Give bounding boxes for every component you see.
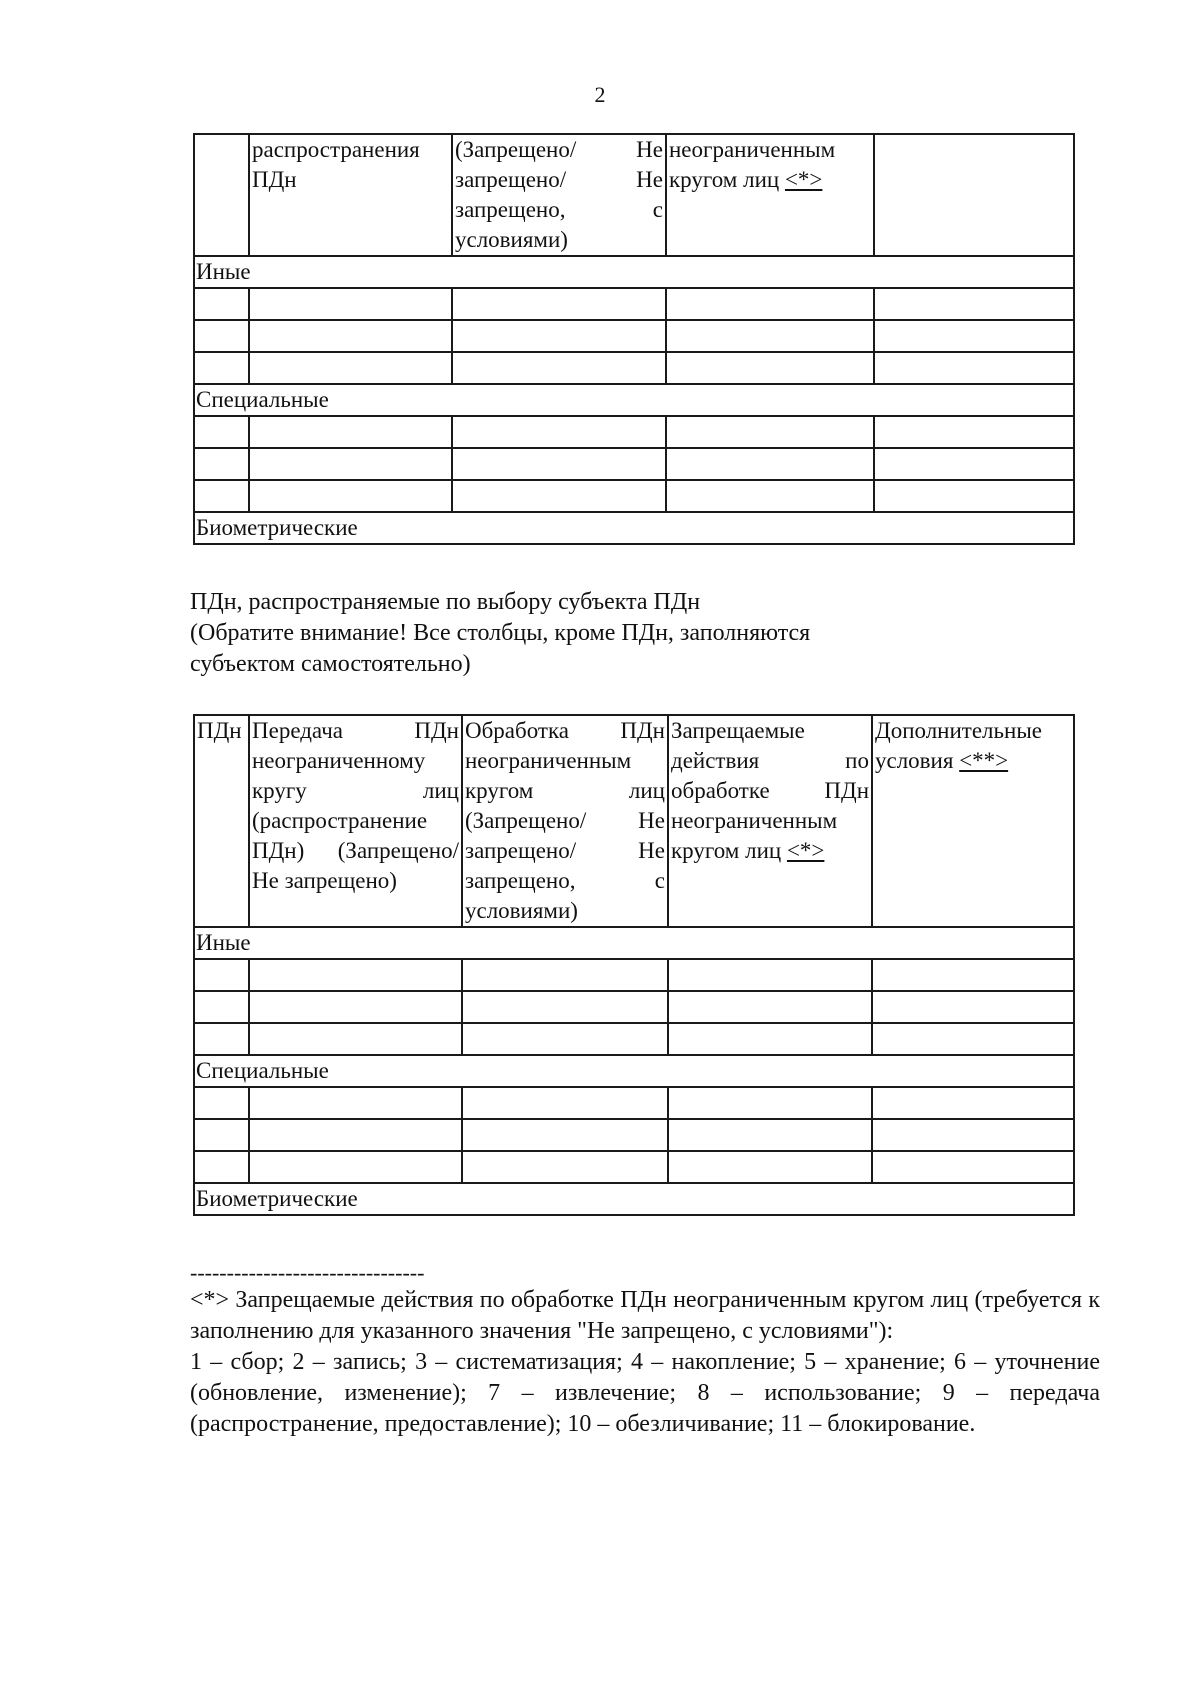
cell-text: неограниченным кругом лиц [669,137,836,192]
empty-cell[interactable] [872,1023,1074,1055]
empty-cell[interactable] [249,352,452,384]
empty-cell[interactable] [666,288,874,320]
header-text: условия [875,748,960,773]
footnote-ref[interactable]: <**> [959,748,1009,773]
header-text: кругом лиц [671,838,787,863]
cell-line: (Запрещено/ Не [455,137,663,162]
empty-cell[interactable] [249,288,452,320]
section-note: (Обратите внимание! Все столбцы, кроме ПДн, заполняются [190,620,811,646]
header-line: обработке ПДн [671,778,869,803]
empty-cell[interactable] [874,448,1074,480]
group-row [194,1055,1074,1087]
empty-cell[interactable] [194,416,249,448]
empty-cell[interactable] [874,320,1074,352]
empty-cell[interactable] [668,959,872,991]
empty-cell[interactable] [249,1087,462,1119]
empty-cell[interactable] [872,1119,1074,1151]
empty-cell[interactable] [668,1151,872,1183]
empty-cell[interactable] [249,1119,462,1151]
empty-cell[interactable] [249,1151,462,1183]
empty-cell[interactable] [249,320,452,352]
header-line: Передача ПДн [252,718,459,743]
header-row [194,715,1074,927]
empty-cell[interactable] [249,1023,462,1055]
group-row [194,512,1074,544]
empty-cell[interactable] [462,1119,668,1151]
header-line [875,746,1071,776]
table-row [194,959,1074,991]
empty-cell[interactable] [452,288,666,320]
empty-cell[interactable] [194,288,249,320]
empty-cell[interactable] [666,448,874,480]
header-line: запрещено/ Не [465,838,665,863]
header-line: запрещено, с [465,868,665,893]
empty-cell[interactable] [194,991,249,1023]
footnote-ref[interactable]: <*> [784,167,823,192]
empty-cell[interactable] [452,416,666,448]
empty-cell[interactable] [668,1023,872,1055]
empty-cell[interactable] [668,991,872,1023]
group-label: Специальные [194,384,1074,416]
header-line: неограниченным [671,808,838,833]
table-row [194,480,1074,512]
empty-cell[interactable] [194,480,249,512]
section-intro [190,587,1090,680]
empty-cell[interactable] [194,1023,249,1055]
footnote [190,1285,1100,1440]
footnote-ref[interactable]: <*> [786,838,825,863]
empty-cell[interactable] [872,991,1074,1023]
empty-cell[interactable] [668,1087,872,1119]
empty-cell[interactable] [249,448,452,480]
empty-cell[interactable] [452,352,666,384]
cell-line: запрещено/ Не [455,167,663,192]
empty-cell[interactable] [452,480,666,512]
group-label: Биометрические [194,512,1074,544]
table-cell [666,134,874,256]
table-row [194,1023,1074,1055]
header-pdn: ПДн [197,718,242,743]
table-cell [452,134,666,256]
empty-cell[interactable] [874,352,1074,384]
empty-cell[interactable] [666,352,874,384]
table-row [194,1087,1074,1119]
group-row [194,927,1074,959]
header-line: кругу лиц [252,778,459,803]
empty-cell[interactable] [194,448,249,480]
empty-cell[interactable] [462,959,668,991]
empty-cell[interactable] [194,352,249,384]
footnote-actions: 1 – сбор; 2 – запись; 3 – систематизация; 4 – накопление; 5 – хранение; 6 – уточнение (обновление, изменение); 7 – извлечение; 8 – использование; 9 – передача (распространение, предоставление); 10 – обезличивание; 11 – блокирование. [190,1349,1100,1437]
header-cell [872,715,1074,927]
table-cell [194,134,249,256]
page-number: 2 [594,82,606,107]
header-line: (распространение [252,808,428,833]
group-row [194,384,1074,416]
empty-cell[interactable] [874,480,1074,512]
section-title: ПДн, распространяемые по выбору субъекта ПДн [190,589,701,615]
header-line: неограниченным [465,748,632,773]
footnote-separator: -------------------------------- [190,1260,425,1285]
empty-cell[interactable] [194,1151,249,1183]
header-line: Дополнительные [875,718,1042,743]
empty-cell[interactable] [452,320,666,352]
empty-cell[interactable] [249,991,462,1023]
table-row [194,352,1074,384]
header-line: ПДн) (Запрещено/ [252,838,459,863]
table-row [194,991,1074,1023]
empty-cell[interactable] [666,416,874,448]
footnote-note: <*> Запрещаемые действия по обработке ПДн неограниченным кругом лиц (требуется к заполнению для указанного значения "Не запрещено, с условиями"): [190,1287,1100,1344]
group-label: Биометрические [194,1183,1074,1215]
header-line: Запрещаемые [671,718,805,743]
header-line: (Запрещено/ Не [465,808,665,833]
header-line: действия по [671,748,869,773]
empty-cell[interactable] [194,320,249,352]
empty-cell[interactable] [668,1119,872,1151]
table-cell [249,134,452,256]
empty-cell[interactable] [874,416,1074,448]
consent-table-by-choice [193,714,1075,1216]
empty-cell[interactable] [666,480,874,512]
cell-text: распространения ПДн [252,137,420,192]
header-line: неограниченному [252,748,426,773]
group-label: Иные [194,256,1074,288]
group-row [194,256,1074,288]
header-line [671,836,869,866]
group-label: Иные [194,927,1074,959]
empty-cell[interactable] [462,1087,668,1119]
table-row [194,448,1074,480]
table-row [194,1151,1074,1183]
header-cell [194,715,249,927]
empty-cell[interactable] [462,1151,668,1183]
empty-cell[interactable] [452,448,666,480]
empty-cell[interactable] [666,320,874,352]
header-line: Обработка ПДн [465,718,665,743]
empty-cell[interactable] [462,991,668,1023]
header-line: условиями) [465,898,578,923]
table-row [194,134,1074,256]
empty-cell[interactable] [462,1023,668,1055]
group-label: Специальные [194,1055,1074,1087]
table-row [194,1119,1074,1151]
table-row [194,288,1074,320]
table-cell [874,134,1074,256]
header-line: кругом лиц [465,778,665,803]
header-cell [462,715,668,927]
table-row [194,416,1074,448]
header-line: Не запрещено) [252,868,397,893]
header-cell [668,715,872,927]
empty-cell[interactable] [874,288,1074,320]
consent-table-general [193,133,1075,545]
section-note: субъектом самостоятельно) [190,651,471,677]
table-row [194,320,1074,352]
empty-cell[interactable] [249,480,452,512]
empty-cell[interactable] [194,1119,249,1151]
cell-line: запрещено, с [455,197,663,222]
empty-cell[interactable] [249,959,462,991]
empty-cell[interactable] [194,959,249,991]
empty-cell[interactable] [194,1087,249,1119]
empty-cell[interactable] [872,959,1074,991]
empty-cell[interactable] [872,1151,1074,1183]
header-cell [249,715,462,927]
empty-cell[interactable] [249,416,452,448]
empty-cell[interactable] [872,1087,1074,1119]
group-row [194,1183,1074,1215]
cell-line: условиями) [455,227,568,252]
